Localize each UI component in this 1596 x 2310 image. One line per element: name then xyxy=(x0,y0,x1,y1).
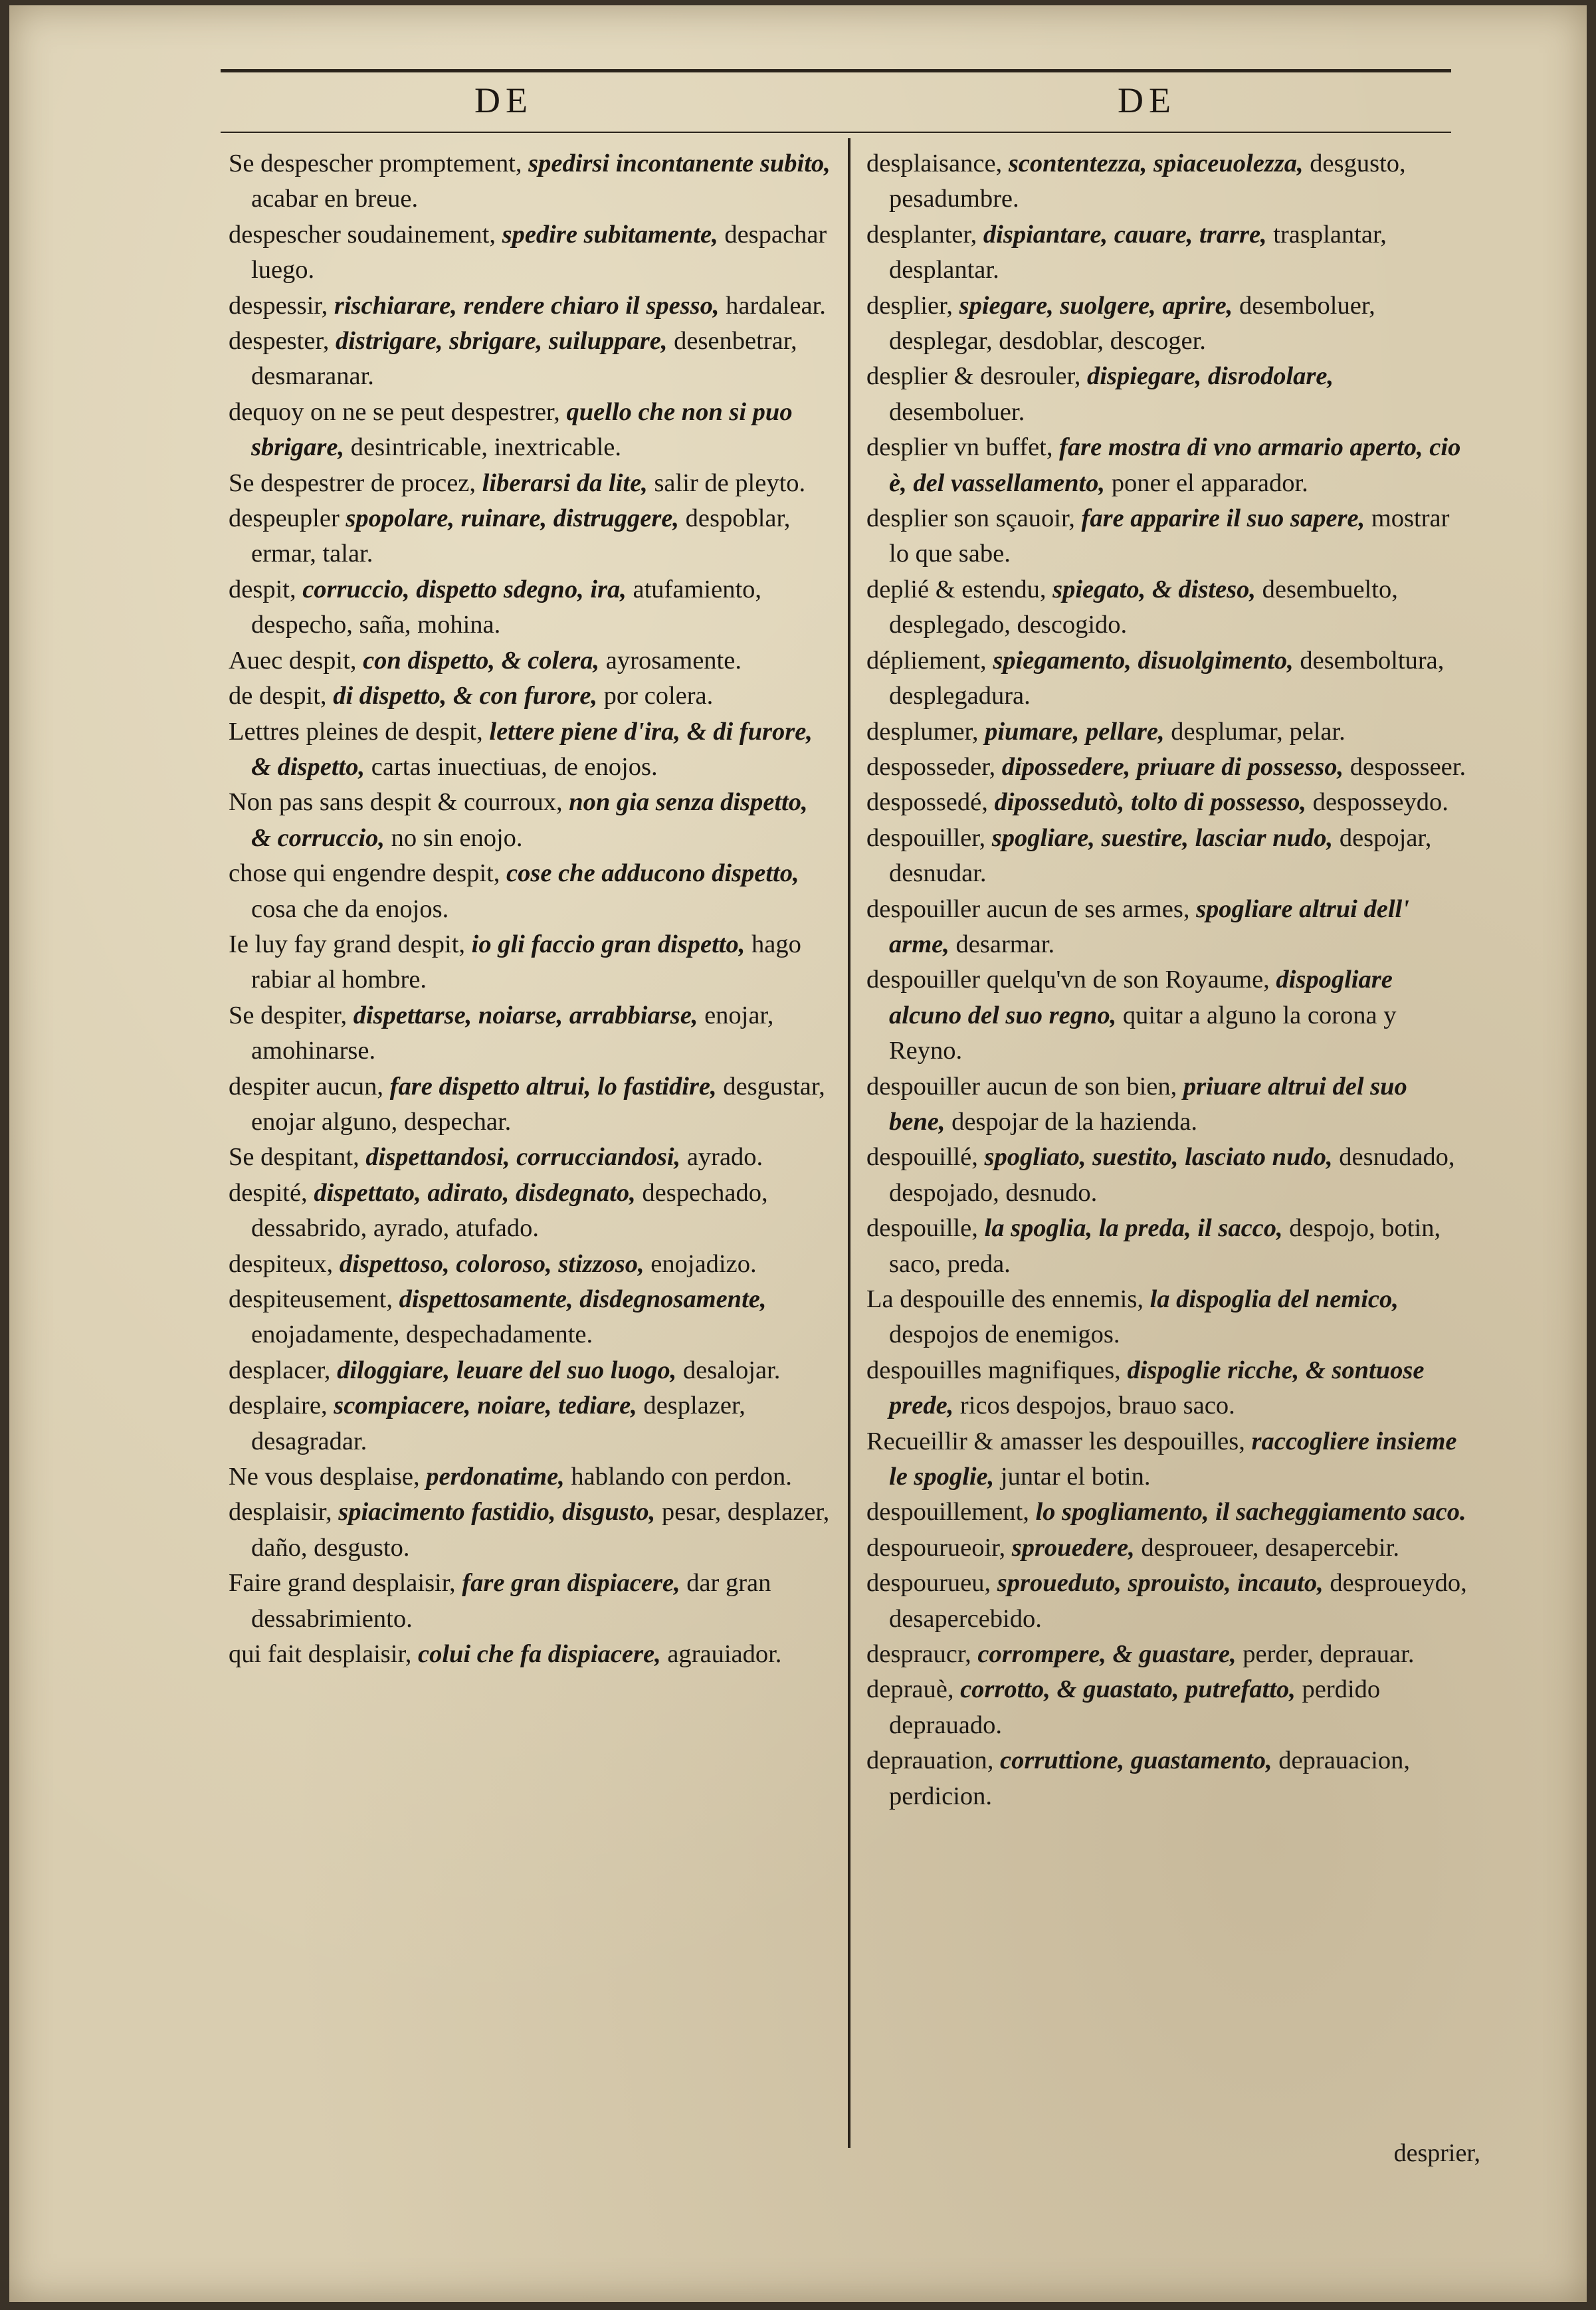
french-headword: despouillé, xyxy=(866,1143,978,1172)
left-column xyxy=(229,146,832,1672)
french-headword: deplié & estendu, xyxy=(866,575,1047,603)
italian-gloss: spedire subitamente, xyxy=(502,220,718,249)
dictionary-entry xyxy=(866,146,1468,217)
french-headword: Se despitant, xyxy=(229,1143,359,1172)
italian-gloss: dispettoso, coloroso, stizzoso, xyxy=(339,1249,645,1278)
italian-gloss: fare dispetto altrui, lo fastidire, xyxy=(389,1072,717,1101)
spanish-gloss: desposseydo. xyxy=(1312,788,1448,817)
french-headword: Recueillir & amasser les despouilles, xyxy=(866,1427,1245,1455)
italian-gloss: dispoglie ricche, & sontuose prede, xyxy=(889,1356,1425,1420)
italian-gloss: raccogliere insieme le spoglie, xyxy=(889,1427,1457,1491)
spanish-gloss: desembuelto, desplegado, descogido. xyxy=(889,575,1398,639)
italian-gloss: spiegare, suolgere, aprire, xyxy=(959,291,1233,320)
italian-gloss: quello che non si puo sbrigare, xyxy=(251,397,793,462)
spanish-gloss: desenbetrar, desmaranar. xyxy=(251,327,797,391)
spanish-gloss: dar gran dessabrimiento. xyxy=(251,1569,771,1633)
italian-gloss: spiegamento, disuolgimento, xyxy=(993,646,1294,675)
french-headword: despouiller aucun de son bien, xyxy=(866,1072,1177,1101)
french-headword: deprauation, xyxy=(866,1746,994,1775)
italian-gloss: io gli faccio gran dispetto, xyxy=(471,930,746,958)
dictionary-entry xyxy=(229,146,832,217)
italian-gloss: perdonatime, xyxy=(426,1463,565,1491)
dictionary-entry xyxy=(229,501,832,572)
french-headword: Se despiter, xyxy=(229,1001,348,1029)
header-rule xyxy=(221,132,1451,133)
french-headword: despester, xyxy=(229,327,330,356)
italian-gloss: distrigare, sbrigare, suiluppare, xyxy=(335,327,668,356)
italian-gloss: corrotto, & guastato, putrefatto, xyxy=(960,1675,1296,1704)
dictionary-entry xyxy=(866,785,1468,820)
french-headword: desplier son sçauoir, xyxy=(866,504,1075,533)
italian-gloss: piumare, pellare, xyxy=(985,717,1165,746)
dictionary-entry xyxy=(866,1211,1468,1282)
italian-gloss: cose che adducono dispetto, xyxy=(506,859,799,888)
dictionary-entry xyxy=(229,572,832,643)
dictionary-entry xyxy=(866,430,1468,501)
dictionary-entry xyxy=(866,359,1468,430)
italian-gloss: spogliare altrui dell' arme, xyxy=(889,894,1409,958)
french-headword: Ne vous desplaise, xyxy=(229,1463,420,1491)
french-headword: desplanter, xyxy=(866,220,977,249)
spanish-gloss: enojar, amohinarse. xyxy=(251,1001,774,1065)
spanish-gloss: quitar a alguno la corona y Reyno. xyxy=(889,1001,1397,1065)
spanish-gloss: trasplantar, desplantar. xyxy=(889,220,1387,284)
spanish-gloss: por colera. xyxy=(603,682,714,710)
spanish-gloss: atufamiento, despecho, saña, mohina. xyxy=(251,575,762,639)
spanish-gloss: enojadizo. xyxy=(650,1249,757,1278)
dictionary-entry xyxy=(229,217,832,288)
dictionary-entry xyxy=(229,1069,832,1140)
dictionary-entry xyxy=(866,962,1468,1069)
italian-gloss: sproueduto, sprouisto, incauto, xyxy=(997,1569,1324,1598)
french-headword: despouilles magnifiques, xyxy=(866,1356,1121,1384)
dictionary-entry xyxy=(866,1353,1468,1424)
italian-gloss: dispettosamente, disdegnosamente, xyxy=(399,1285,767,1313)
top-rule xyxy=(221,69,1451,72)
spanish-gloss: poner el apparador. xyxy=(1111,469,1308,497)
spanish-gloss: salir de pleyto. xyxy=(654,469,806,497)
italian-gloss: la dispoglia del nemico, xyxy=(1149,1285,1399,1313)
french-headword: despouiller quelqu'vn de son Royaume, xyxy=(866,966,1270,994)
dictionary-entry xyxy=(229,1353,832,1388)
spanish-gloss: despojar, desnudar. xyxy=(889,823,1432,888)
spanish-gloss: desplazer, desagradar. xyxy=(251,1392,746,1455)
dictionary-entry xyxy=(866,217,1468,288)
french-headword: despouiller aucun de ses armes, xyxy=(866,894,1190,923)
spanish-gloss: perdido deprauado. xyxy=(889,1675,1381,1739)
french-headword: desplumer, xyxy=(866,717,979,746)
spanish-gloss: acabar en breue. xyxy=(251,185,419,213)
spanish-gloss: ayrosamente. xyxy=(605,646,742,675)
italian-gloss: dispettarse, noiarse, arrabbiarse, xyxy=(353,1001,698,1029)
column-divider xyxy=(848,138,850,2148)
dictionary-entry xyxy=(229,466,832,501)
french-headword: despouiller, xyxy=(866,823,986,852)
italian-gloss: liberarsi da lite, xyxy=(482,469,648,497)
dictionary-entry xyxy=(866,1743,1468,1814)
italian-gloss: spiacimento fastidio, disgusto, xyxy=(338,1498,656,1526)
dictionary-entry xyxy=(866,1424,1468,1495)
italian-gloss: dispiantare, cauare, trarre, xyxy=(983,220,1267,249)
spanish-gloss: ayrado. xyxy=(686,1143,763,1172)
spanish-gloss: mostrar lo que sabe. xyxy=(889,504,1450,568)
spanish-gloss: ricos despojos, brauo saco. xyxy=(959,1392,1235,1420)
dictionary-entry xyxy=(866,1495,1468,1530)
french-headword: Auec despit, xyxy=(229,646,357,675)
dictionary-entry xyxy=(866,1530,1468,1566)
spanish-gloss: perder, deprauar. xyxy=(1243,1640,1415,1669)
dictionary-entry xyxy=(229,1566,832,1637)
spanish-gloss: cosa che da enojos. xyxy=(251,894,449,923)
italian-gloss: rischiarare, rendere chiaro il spesso, xyxy=(334,291,720,320)
french-headword: Lettres pleines de despit, xyxy=(229,717,483,746)
dictionary-entry xyxy=(866,1672,1468,1743)
french-headword: despité, xyxy=(229,1178,308,1207)
french-headword: despit, xyxy=(229,575,296,603)
italian-gloss: con dispetto, & colera, xyxy=(363,646,600,675)
right-column xyxy=(866,146,1468,1814)
spanish-gloss: enojadamente, despechadamente. xyxy=(251,1320,593,1349)
italian-gloss: fare apparire il suo sapere, xyxy=(1081,504,1365,533)
french-headword: desplier & desrouler, xyxy=(866,362,1081,391)
dictionary-entry xyxy=(866,821,1468,892)
spanish-gloss: despojar de la hazienda. xyxy=(951,1107,1197,1136)
italian-gloss: dipossedutò, tolto di possesso, xyxy=(994,788,1307,817)
dictionary-entry xyxy=(866,1140,1468,1211)
spanish-gloss: desplumar, pelar. xyxy=(1171,717,1346,746)
dictionary-entry xyxy=(229,1176,832,1247)
italian-gloss: spopolare, ruinare, distruggere, xyxy=(346,504,680,533)
french-headword: qui fait desplaisir, xyxy=(229,1640,412,1669)
french-headword: deprauè, xyxy=(866,1675,954,1704)
french-headword: despraucr, xyxy=(866,1640,971,1669)
french-headword: desplaisir, xyxy=(229,1498,332,1526)
french-headword: desplacer, xyxy=(229,1356,331,1384)
spanish-gloss: hardalear. xyxy=(726,291,826,320)
dictionary-entry xyxy=(229,1282,832,1353)
italian-gloss: colui che fa dispiacere, xyxy=(418,1640,661,1669)
french-headword: dequoy on ne se peut despestrer, xyxy=(229,397,560,426)
french-headword: despescher soudainement, xyxy=(229,220,496,249)
french-headword: despiteusement, xyxy=(229,1285,393,1313)
dictionary-entry xyxy=(229,679,832,714)
italian-gloss: non gia senza dispetto, & corruccio, xyxy=(251,788,808,852)
dictionary-entry xyxy=(866,892,1468,963)
book-page xyxy=(9,5,1587,2302)
french-headword: dépliement, xyxy=(866,646,987,675)
italian-gloss: spogliare, suestire, lasciar nudo, xyxy=(991,823,1334,852)
italian-gloss: la spoglia, la preda, il sacco, xyxy=(984,1214,1283,1243)
spanish-gloss: hablando con perdon. xyxy=(571,1463,792,1491)
spanish-gloss: desgustar, enojar alguno, despechar. xyxy=(251,1072,825,1136)
spanish-gloss: desposseer. xyxy=(1349,752,1466,781)
dictionary-entry xyxy=(866,572,1468,643)
french-headword: La despouille des ennemis, xyxy=(866,1285,1144,1313)
dictionary-entry xyxy=(866,1637,1468,1672)
spanish-gloss: desemboluer, desplegar, desdoblar, descoger. xyxy=(889,291,1375,356)
dictionary-entry xyxy=(229,1495,832,1566)
dictionary-entry xyxy=(229,927,832,998)
french-headword: desplier vn buffet, xyxy=(866,433,1053,462)
italian-gloss: scontentezza, spiaceuolezza, xyxy=(1008,150,1304,177)
spanish-gloss: pesar, desplazer, daño, desgusto. xyxy=(251,1498,830,1562)
dictionary-entry xyxy=(229,1140,832,1175)
french-headword: Se despestrer de procez, xyxy=(229,469,476,497)
italian-gloss: spogliato, suestito, lasciato nudo, xyxy=(984,1143,1333,1172)
spanish-gloss: desintricable, inextricable. xyxy=(350,433,622,462)
dictionary-entry xyxy=(866,1069,1468,1140)
dictionary-entry xyxy=(866,750,1468,785)
french-headword: desplier, xyxy=(866,291,953,320)
spanish-gloss: desarmar. xyxy=(955,930,1055,958)
spanish-gloss: despoblar, ermar, talar. xyxy=(251,504,791,568)
italian-gloss: spiegato, & disteso, xyxy=(1052,575,1256,603)
dictionary-entry xyxy=(229,856,832,927)
french-headword: despossedé, xyxy=(866,788,988,817)
dictionary-entry xyxy=(866,643,1468,714)
dictionary-entry xyxy=(866,1566,1468,1637)
italian-gloss: priuare altrui del suo bene, xyxy=(889,1072,1407,1136)
french-headword: despiter aucun, xyxy=(229,1072,384,1101)
catchword: desprier, xyxy=(1393,2139,1480,2167)
french-headword: desposseder, xyxy=(866,752,996,781)
italian-gloss: dispiegare, disrodolare, xyxy=(1087,362,1334,391)
spanish-gloss: agrauiador. xyxy=(667,1640,782,1669)
spanish-gloss: desgusto, pesadumbre. xyxy=(889,150,1406,213)
dictionary-entry xyxy=(229,714,832,786)
italian-gloss: corrompere, & guastare, xyxy=(977,1640,1237,1669)
italian-gloss: lettere piene d'ira, & di furore, & dispetto, xyxy=(251,717,813,781)
running-head-right: DE xyxy=(1118,80,1176,120)
french-headword: despouillement, xyxy=(866,1498,1029,1526)
french-headword: despouille, xyxy=(866,1214,978,1243)
french-headword: despourueu, xyxy=(866,1569,991,1598)
italian-gloss: corruccio, dispetto sdegno, ira, xyxy=(302,575,627,603)
french-headword: Se despescher promptement, xyxy=(229,150,522,177)
running-head-left: DE xyxy=(474,80,533,120)
spanish-gloss: desproueer, desapercebir. xyxy=(1141,1533,1399,1562)
italian-gloss: lo spogliamento, il sacheggiamento saco. xyxy=(1035,1498,1466,1526)
italian-gloss: dispettandosi, corrucciandosi, xyxy=(365,1143,681,1172)
italian-gloss: spedirsi incontanente subito, xyxy=(528,150,831,177)
spanish-gloss: desemboltura, desplegadura. xyxy=(889,646,1445,710)
spanish-gloss: despojo, botin, saco, preda. xyxy=(889,1214,1441,1278)
dictionary-entry xyxy=(229,785,832,856)
french-headword: despessir, xyxy=(229,291,328,320)
spanish-gloss: juntar el botin. xyxy=(1000,1463,1151,1491)
dictionary-entry xyxy=(229,643,832,679)
dictionary-entry xyxy=(866,714,1468,750)
french-headword: desplaire, xyxy=(229,1392,328,1420)
spanish-gloss: cartas inuectiuas, de enojos. xyxy=(371,752,658,781)
dictionary-entry xyxy=(866,288,1468,360)
dictionary-entry xyxy=(866,501,1468,572)
french-headword: de despit, xyxy=(229,682,327,710)
french-headword: despeupler xyxy=(229,504,340,533)
dictionary-entry xyxy=(229,1637,832,1672)
italian-gloss: dispogliare alcuno del suo regno, xyxy=(889,966,1393,1029)
dictionary-entry xyxy=(229,1459,832,1495)
french-headword: desplaisance, xyxy=(866,150,1003,177)
dictionary-entry xyxy=(229,324,832,395)
french-headword: despourueoir, xyxy=(866,1533,1006,1562)
dictionary-entry xyxy=(866,1282,1468,1353)
french-headword: Ie luy fay grand despit, xyxy=(229,930,466,958)
french-headword: chose qui engendre despit, xyxy=(229,859,500,888)
spanish-gloss: desalojar. xyxy=(682,1356,781,1384)
spanish-gloss: desproueydo, desapercebido. xyxy=(889,1569,1467,1633)
italian-gloss: dispettato, adirato, disdegnato, xyxy=(314,1178,636,1207)
dictionary-entry xyxy=(229,998,832,1069)
italian-gloss: fare gran dispiacere, xyxy=(462,1569,680,1598)
italian-gloss: fare mostra di vno armario aperto, cio è, del vassellamento, xyxy=(889,433,1461,497)
french-headword: Faire grand desplaisir, xyxy=(229,1569,456,1598)
italian-gloss: dipossedere, priuare di possesso, xyxy=(1001,752,1344,781)
french-headword: despiteux, xyxy=(229,1249,334,1278)
dictionary-entry xyxy=(229,395,832,466)
dictionary-entry xyxy=(229,1388,832,1459)
italian-gloss: diloggiare, leuare del suo luogo, xyxy=(337,1356,677,1384)
italian-gloss: sprouedere, xyxy=(1011,1533,1135,1562)
spanish-gloss: desemboluer. xyxy=(889,397,1025,426)
spanish-gloss: no sin enojo. xyxy=(391,823,523,852)
spanish-gloss: despojos de enemigos. xyxy=(889,1320,1120,1349)
spanish-gloss: despechado, dessabrido, ayrado, atufado. xyxy=(251,1178,768,1243)
italian-gloss: di dispetto, & con furore, xyxy=(333,682,598,710)
dictionary-entry xyxy=(229,1247,832,1282)
spanish-gloss: hago rabiar al hombre. xyxy=(251,930,801,994)
spanish-gloss: deprauacion, perdicion. xyxy=(889,1746,1411,1810)
french-headword: Non pas sans despit & courroux, xyxy=(229,788,563,817)
spanish-gloss: desnudado, despojado, desnudo. xyxy=(889,1143,1455,1207)
italian-gloss: scompiacere, noiare, tediare, xyxy=(334,1392,637,1420)
dictionary-entry xyxy=(229,288,832,324)
spanish-gloss: despachar luego. xyxy=(251,220,827,284)
italian-gloss: corruttione, guastamento, xyxy=(999,1746,1272,1775)
